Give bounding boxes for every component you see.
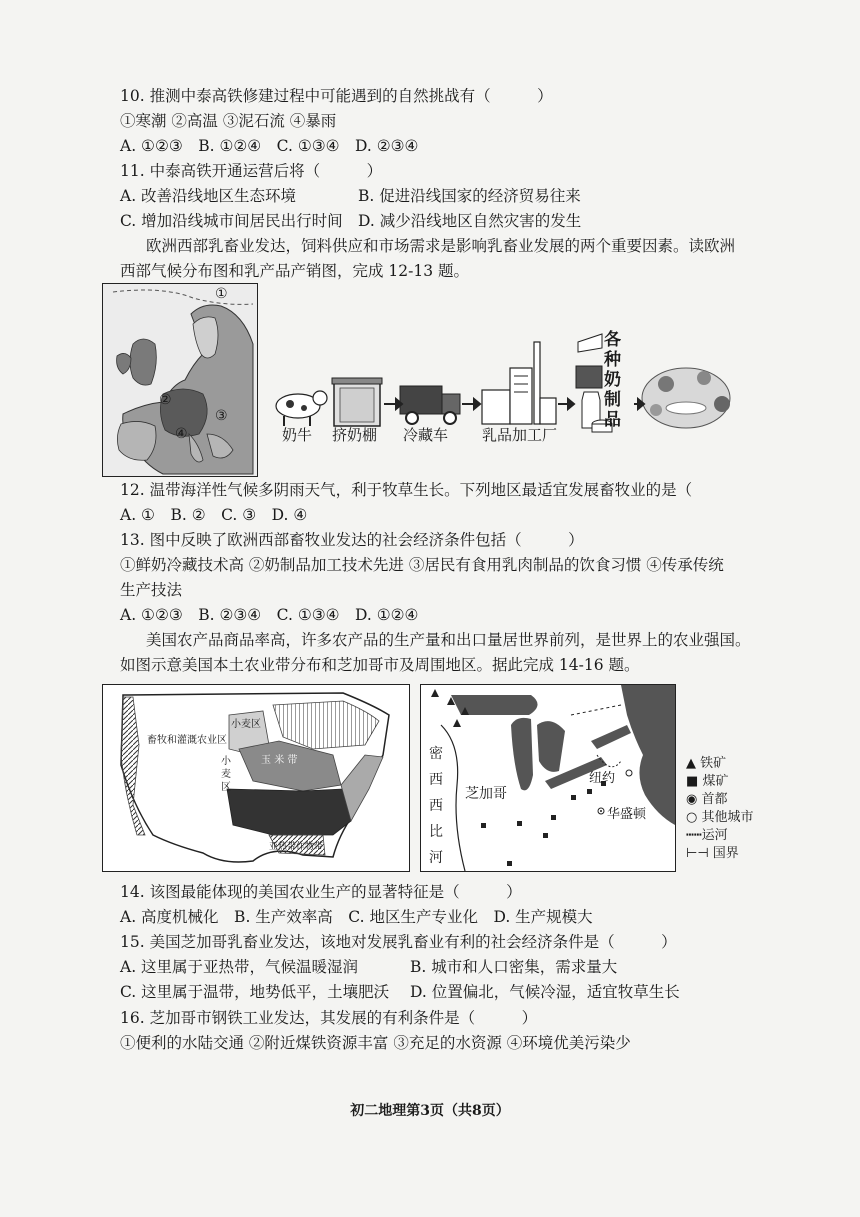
- q13-stem: 13. 图中反映了欧洲西部畜牧业发达的社会经济条件包括（ ）: [120, 531, 584, 549]
- legend-other-city: ○ 其他城市: [686, 810, 754, 825]
- q13-items-line1: ①鲜奶冷藏技术高 ②奶制品加工技术先进 ③居民有食用乳肉制品的饮食习惯 ④传承传统: [120, 556, 724, 574]
- q11-option-a: A. 改善沿线地区生态环境: [120, 187, 297, 205]
- q11-option-d: D. 减少沿线地区自然灾害的发生: [358, 212, 582, 230]
- coal-icon: ■: [686, 774, 699, 789]
- q14-stem: 14. 该图最能体现的美国农业生产的显著特征是（ ）: [120, 883, 522, 901]
- city-washington: 华盛顿: [607, 803, 646, 822]
- step-cow-label: 奶牛: [282, 426, 313, 444]
- dairy-factory-icon: [482, 342, 556, 424]
- q10-options: A. ①②③ B. ①②④ C. ①③④ D. ②③④: [120, 137, 419, 155]
- q15-option-b: B. 城市和人口密集，需求量大: [410, 958, 618, 976]
- us-label-winter-wheat: 小 麦 区: [221, 756, 231, 793]
- cow-icon: [276, 391, 327, 426]
- canal-icon: ┅┅: [686, 828, 702, 843]
- mississippi-river-label: 密 西 西 比 河: [429, 746, 443, 866]
- city-new-york: 纽约: [589, 771, 616, 786]
- q15-option-d: D. 位置偏北，气候冷湿，适宜牧草生长: [410, 983, 680, 1001]
- dining-scene-image: [642, 368, 730, 428]
- border-icon: ⊢⊣: [686, 846, 709, 861]
- intro-us-line2: 如图示意美国本土农业带分布和芝加哥市及周围地区。据此完成 14-16 题。: [120, 656, 640, 674]
- us-label-spring-wheat: 小麦区: [231, 719, 261, 730]
- us-label-subtropical: 亚热带作物带: [269, 842, 324, 852]
- legend-iron-ore: ▲ 铁矿: [686, 756, 727, 771]
- us-agriculture-map: [102, 684, 410, 872]
- page-footer: 初二地理第3页（共8页）: [350, 1103, 510, 1119]
- q12-stem: 12. 温带海洋性气候多阴雨天气，利于牧草生长。下列地区最适宜发展畜牧业的是（: [120, 481, 693, 499]
- step-factory-label: 乳品加工厂: [482, 426, 558, 444]
- q13-options: A. ①②③ B. ②③④ C. ①③④ D. ①②④: [120, 606, 419, 624]
- q15-option-a: A. 这里属于亚热带，气候温暖湿润: [120, 958, 359, 976]
- milking-shed-icon: [332, 378, 382, 426]
- legend-canal: ┅┅运河: [686, 828, 728, 843]
- europe-map-graphic: [103, 284, 257, 476]
- refrigerated-truck-icon: [400, 386, 460, 424]
- chicago-map-graphic: [421, 685, 675, 871]
- intro-europe-line1: 欧洲西部乳畜业发达，饲料供应和市场需求是影响乳畜业发展的两个重要因素。读欧洲: [146, 237, 736, 255]
- products-label: 各 种 奶 制 品: [604, 330, 621, 430]
- city-icon: ○: [686, 810, 698, 825]
- q11-stem: 11. 中泰高铁开通运营后将（ ）: [120, 162, 383, 180]
- legend-border: ⊢⊣ 国界: [686, 846, 739, 861]
- legend-coal: ■ 煤矿: [686, 774, 729, 789]
- q16-items: ①便利的水陆交通 ②附近煤铁资源丰富 ③充足的水资源 ④环境优美污染少: [120, 1034, 631, 1052]
- legend-capital: ◉ 首都: [686, 792, 728, 807]
- europe-marker-1: ①: [215, 286, 228, 302]
- step-shed-label: 挤奶棚: [332, 426, 378, 444]
- europe-marker-2: ②: [159, 392, 172, 408]
- q11-option-b: B. 促进沿线国家的经济贸易往来: [358, 187, 581, 205]
- capital-icon: ◉: [686, 792, 698, 807]
- q12-options: A. ① B. ② C. ③ D. ④: [120, 506, 308, 524]
- q16-stem: 16. 芝加哥市钢铁工业发达，其发展的有利条件是（ ）: [120, 1009, 538, 1027]
- dairy-process-graphic: [272, 328, 852, 438]
- us-label-corn-belt: 玉 米 带: [261, 755, 298, 766]
- iron-ore-icon: ▲: [686, 756, 696, 771]
- europe-climate-map: [102, 283, 258, 477]
- chicago-region-map: [420, 684, 676, 872]
- us-map-graphic: [103, 685, 409, 871]
- q11-option-c: C. 增加沿线城市间居民出行时间: [120, 212, 343, 230]
- q10-items: ①寒潮 ②高温 ③泥石流 ④暴雨: [120, 112, 337, 130]
- intro-europe-line2: 西部气候分布图和乳产品产销图，完成 12-13 题。: [120, 262, 470, 280]
- q13-items-line2: 生产技法: [120, 581, 183, 599]
- q10-stem: 10. 推测中泰高铁修建过程中可能遇到的自然挑战有（ ）: [120, 87, 553, 105]
- intro-us-line1: 美国农产品商品率高，许多农产品的生产量和出口量居世界前列，是世界上的农业强国。: [146, 631, 751, 649]
- europe-marker-4: ④: [175, 426, 188, 442]
- q15-option-c: C. 这里属于温带，地势低平，土壤肥沃: [120, 983, 390, 1001]
- us-label-grazing: 畜牧和灌溉农业区: [147, 735, 227, 746]
- step-truck-label: 冷藏车: [403, 426, 449, 444]
- q14-options: A. 高度机械化 B. 生产效率高 C. 地区生产专业化 D. 生产规模大: [120, 908, 593, 926]
- city-chicago: 芝加哥: [465, 786, 507, 802]
- q15-stem: 15. 美国芝加哥乳畜业发达，该地对发展乳畜业有利的社会经济条件是（ ）: [120, 933, 677, 951]
- europe-marker-3: ③: [215, 408, 228, 424]
